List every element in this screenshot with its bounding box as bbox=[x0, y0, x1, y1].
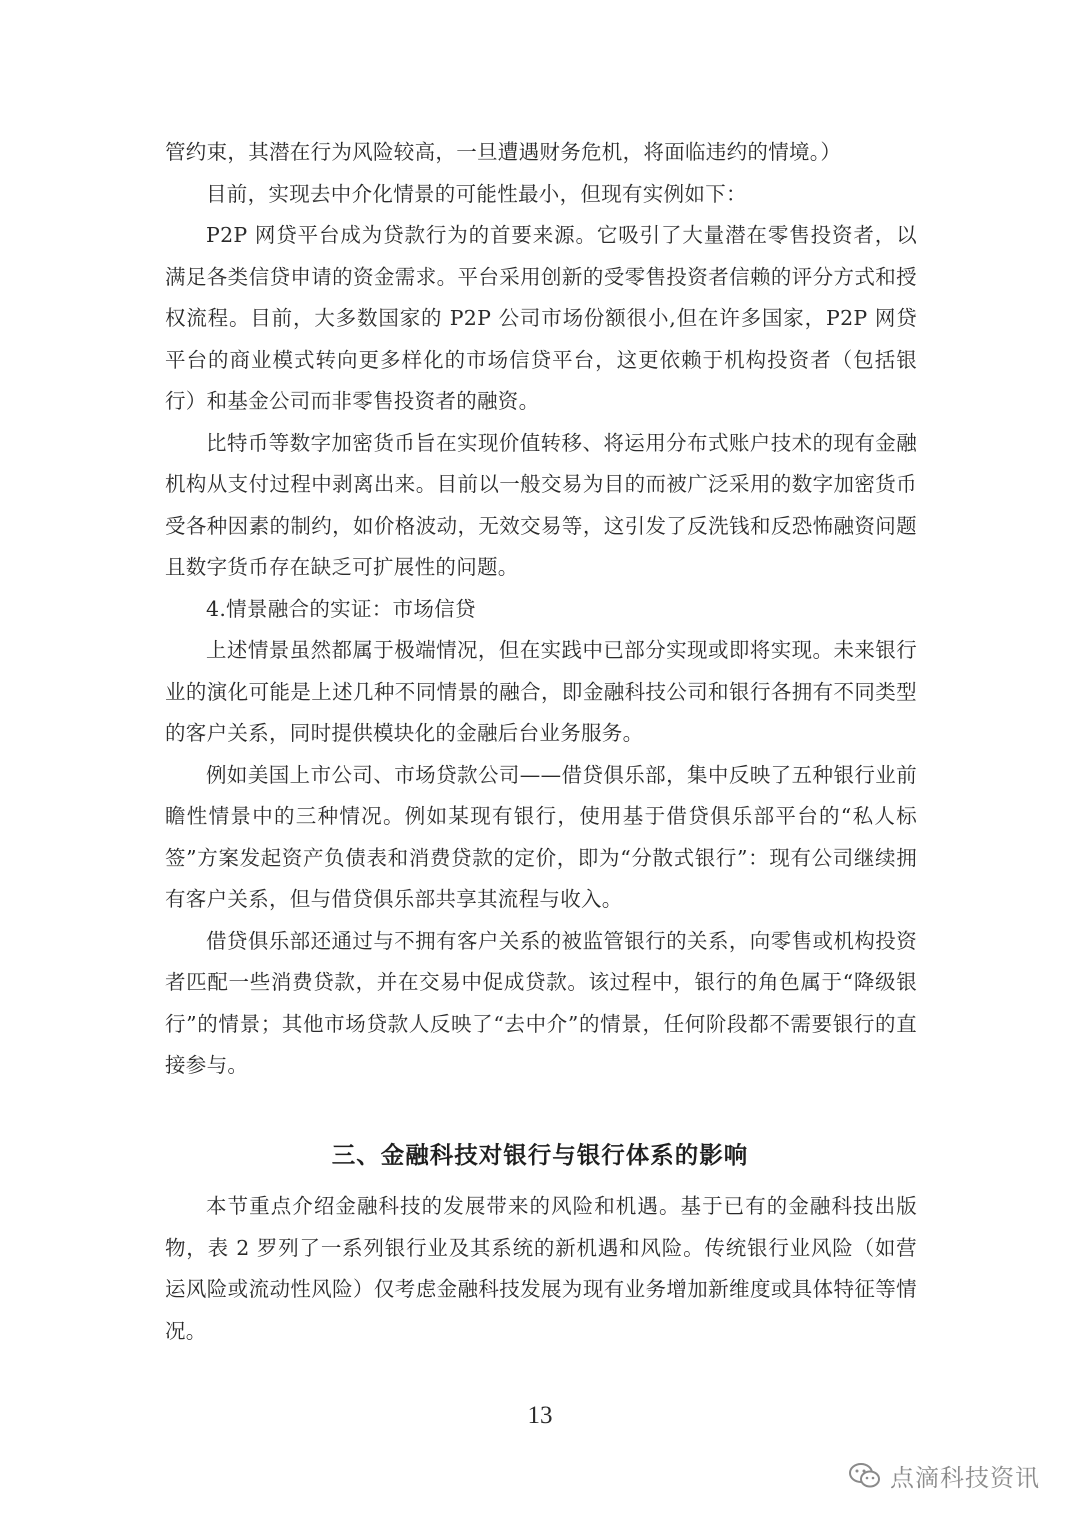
section-heading: 三、金融科技对银行与银行体系的影响 bbox=[331, 1141, 749, 1169]
watermark-text: 点滴科技资讯 bbox=[890, 1464, 1040, 1492]
paragraph-intro: 目前，实现去中介化情景的可能性最小，但现有实例如下： bbox=[206, 181, 747, 206]
paragraph-continuation: 管约束，其潜在行为风险较高，一旦遭遇财务危机，将面临违约的情境。） bbox=[165, 140, 842, 164]
paragraph-section-intro: 本节重点介绍金融科技的发展带来的风险和机遇。基于已有的金融科技出版物，表 2 罗列了一系列银行业及其系统的新机遇和风险。传统银行业风险（如营运风险或流动性风险）仅考虑金融科技发展为现有业务增加新维度或具体特征等情况。 bbox=[165, 1194, 917, 1343]
paragraph-scenario-fusion: 上述情景虽然都属于极端情况，但在实践中已部分实现或即将实现。未来银行业的演化可能是上述几种不同情景的融合，即金融科技公司和银行各拥有不同类型的客户关系，同时提供模块化的金融后台业务服务。 bbox=[165, 638, 917, 745]
paragraph-lending-club-banks: 借贷俱乐部还通过与不拥有客户关系的被监管银行的关系，向零售或机构投资者匹配一些消费贷款，并在交易中促成贷款。该过程中，银行的角色属于“降级银行”的情景；其他市场贷款人反映了“去中介”的情景，任何阶段都不需要银行的直接参与。 bbox=[165, 928, 917, 1077]
page-number: 13 bbox=[527, 1402, 553, 1429]
watermark bbox=[848, 1458, 1040, 1493]
paragraph-lending-club: 例如美国上市公司、市场贷款公司——借贷俱乐部，集中反映了五种银行业前瞻性情景中的三种情况。例如某现有银行，使用基于借贷俱乐部平台的“私人标签”方案发起资产负债表和消费贷款的定价，即为“分散式银行”：现有公司继续拥有客户关系，但与借贷俱乐部共享其流程与收入。 bbox=[165, 762, 917, 911]
paragraph-bitcoin: 比特币等数字加密货币旨在实现价值转移、将运用分布式账户技术的现有金融机构从支付过程中剥离出来。目前以一般交易为目的而被广泛采用的数字加密货币受各种因素的制约，如价格波动，无效交易等，这引发了反洗钱和反恐怖融资问题且数字货币存在缺乏可扩展性的问题。 bbox=[165, 430, 917, 579]
body-text bbox=[165, 132, 917, 1087]
paragraph-p2p: P2P 网贷平台成为贷款行为的首要来源。它吸引了大量潜在零售投资者，以满足各类信贷申请的资金需求。平台采用创新的受零售投资者信赖的评分方式和授权流程。目前，大多数国家的 P2P 公司市场份额很小,但在许多国家，P2P 网贷平台的商业模式转向更多样化的市场信贷平台，这更依赖于机构投资者（包括银行）和基金公司而非零售投资者的融资。 bbox=[165, 223, 917, 413]
subheading-market-credit: 4.情景融合的实证：市场信贷 bbox=[206, 596, 476, 621]
section-body bbox=[165, 1186, 917, 1352]
wechat-icon bbox=[848, 1462, 882, 1490]
